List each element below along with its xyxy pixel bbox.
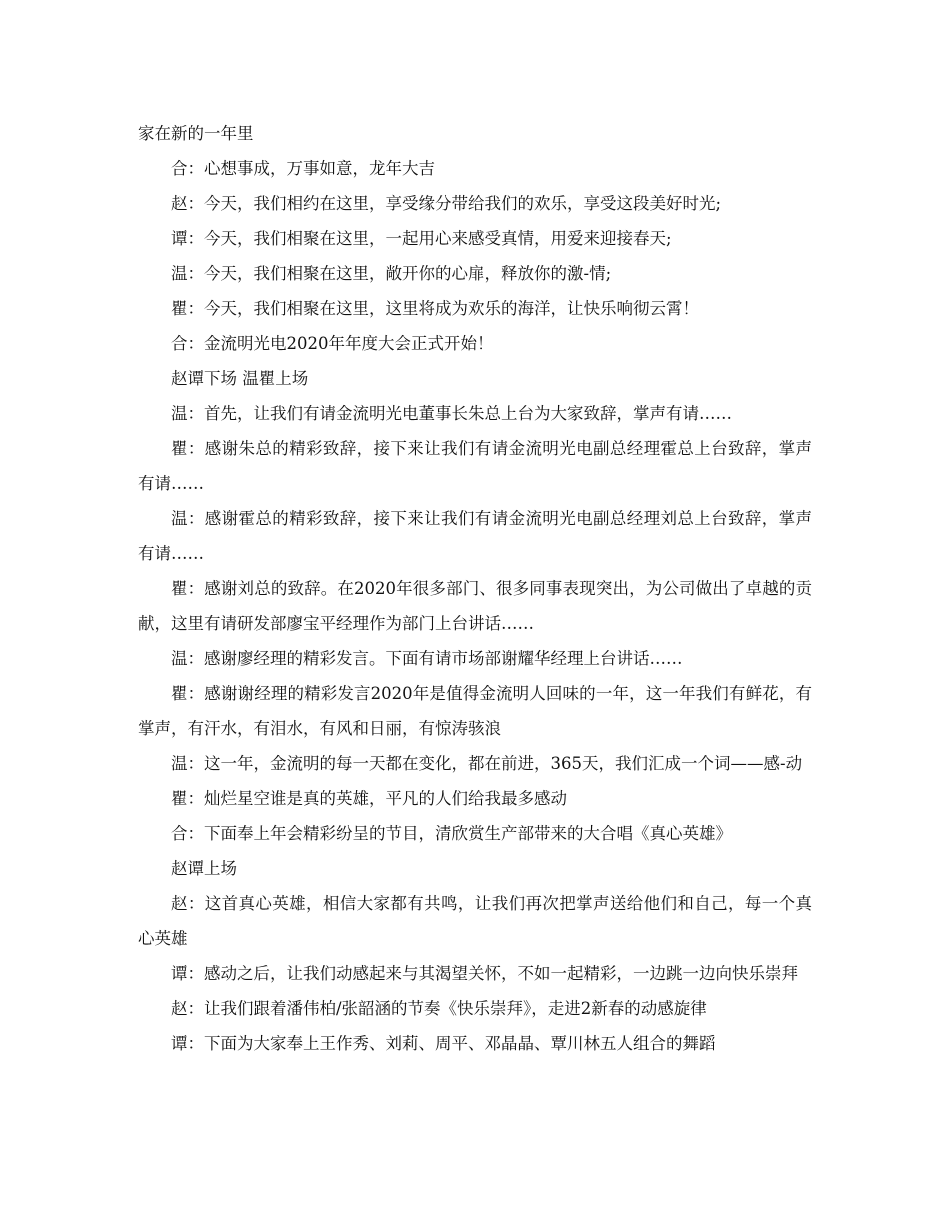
document-body xyxy=(138,116,812,1061)
paragraph: 温：今天，我们相聚在这里，敞开你的心扉，释放你的激-情; xyxy=(171,264,612,283)
paragraph: 谭：今天，我们相聚在这里，一起用心来感受真情，用爱来迎接春天; xyxy=(171,229,672,248)
paragraph: 赵谭上场 xyxy=(171,859,237,878)
paragraph: 赵谭下场 温瞿上场 xyxy=(171,369,309,388)
paragraph: 家在新的一年里 xyxy=(138,124,254,143)
paragraph: 瞿：感谢谢经理的精彩发言2020年是值得金流明人回味的一年，这一年我们有鲜花，有掌声，有汗水，有泪水，有风和日丽，有惊涛骇浪 xyxy=(138,684,812,738)
paragraph: 瞿：感谢刘总的致辞。在2020年很多部门、很多同事表现突出，为公司做出了卓越的贡献，这里有请研发部廖宝平经理作为部门上台讲话…… xyxy=(138,579,812,633)
paragraph: 温：感谢廖经理的精彩发言。下面有请市场部谢耀华经理上台讲话…… xyxy=(171,649,683,668)
paragraph: 温：感谢霍总的精彩致辞，接下来让我们有请金流明光电副总经理刘总上台致辞，掌声有请…… xyxy=(138,509,812,563)
paragraph: 谭：下面为大家奉上王作秀、刘莉、周平、邓晶晶、覃川林五人组合的舞蹈 xyxy=(171,1034,716,1053)
paragraph: 谭：感动之后，让我们动感起来与其渴望关怀，不如一起精彩，一边跳一边向快乐崇拜 xyxy=(171,964,798,983)
paragraph: 瞿：今天，我们相聚在这里，这里将成为欢乐的海洋，让快乐响彻云霄！ xyxy=(171,299,699,318)
paragraph: 赵：今天，我们相约在这里，享受缘分带给我们的欢乐，享受这段美好时光; xyxy=(171,194,722,213)
paragraph: 合：下面奉上年会精彩纷呈的节目，清欣赏生产部带来的大合唱《真心英雄》 xyxy=(171,824,732,843)
paragraph: 赵：让我们跟着潘伟柏/张韶涵的节奏《快乐崇拜》，走进2新春的动感旋律 xyxy=(171,999,707,1018)
paragraph: 合：心想事成，万事如意，龙年大吉 xyxy=(171,159,435,178)
paragraph: 温：首先，让我们有请金流明光电董事长朱总上台为大家致辞，掌声有请…… xyxy=(171,404,732,423)
paragraph: 赵：这首真心英雄，相信大家都有共鸣，让我们再次把掌声送给他们和自己，每一个真心英雄 xyxy=(138,894,812,948)
paragraph: 合：金流明光电2020年年度大会正式开始！ xyxy=(171,334,494,353)
paragraph: 瞿：感谢朱总的精彩致辞，接下来让我们有请金流明光电副总经理霍总上台致辞，掌声有请…… xyxy=(138,439,812,493)
paragraph: 瞿：灿烂星空谁是真的英雄，平凡的人们给我最多感动 xyxy=(171,789,567,808)
paragraph: 温：这一年，金流明的每一天都在变化，都在前进，365天，我们汇成一个词——感-动 xyxy=(171,754,803,773)
